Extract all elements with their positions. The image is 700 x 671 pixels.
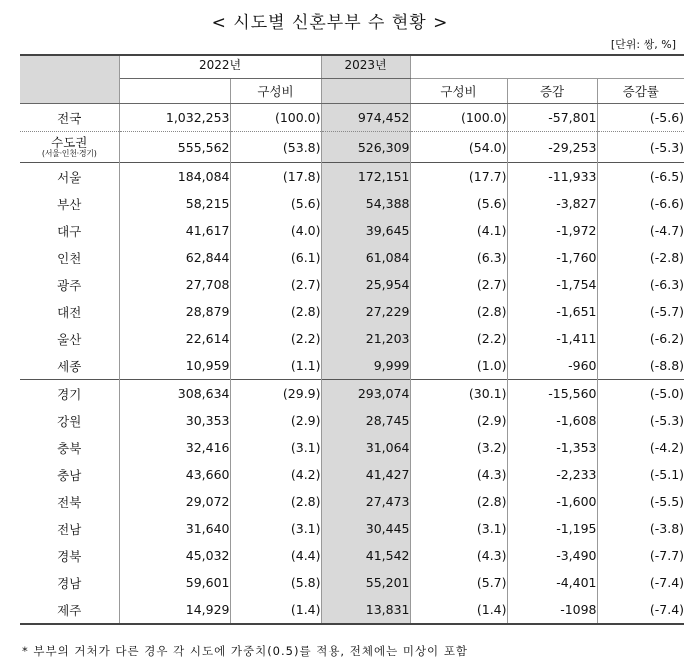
value-2022: 184,084: [119, 163, 230, 191]
share-2023: (1.0): [410, 352, 507, 380]
region-name: 제주: [20, 596, 119, 624]
share-2023: (4.1): [410, 217, 507, 244]
value-2023: 293,074: [321, 380, 410, 408]
share-2023: (54.0): [410, 132, 507, 163]
change-rate: (-6.6): [649, 196, 685, 211]
value-2023: 27,229: [321, 298, 410, 325]
change-value: -1,972: [507, 217, 597, 244]
value-2022: 30,353: [185, 413, 230, 428]
table-row: [20, 104, 684, 132]
change-value: -960: [507, 352, 597, 380]
share-2023: (2.8): [410, 298, 507, 325]
change-value: -57,801: [507, 104, 597, 132]
header-year-2023: 2023년: [321, 55, 410, 79]
value-2022: 555,562: [119, 132, 230, 163]
share-2023: (3.1): [410, 515, 507, 542]
share-2023: (4.3): [410, 542, 507, 569]
change-rate: (-7.4): [649, 575, 685, 590]
share-2023: (4.3): [410, 461, 507, 488]
share-2022: (2.8): [230, 298, 321, 325]
value-2023: 27,473: [321, 488, 410, 515]
share-2023: (1.4): [410, 596, 507, 624]
change-value: -1,411: [507, 325, 597, 352]
change-value: -1,754: [507, 271, 597, 298]
header-year-2022: 2022년: [198, 58, 242, 72]
value-2023: 54,388: [321, 190, 410, 217]
header-top-fill: [410, 55, 684, 79]
value-2023: 39,645: [321, 217, 410, 244]
region-name: 대구: [20, 217, 119, 244]
value-2022: 28,879: [185, 304, 230, 319]
unit-label: [단위: 쌍, %]: [610, 38, 676, 51]
region-name: 전북: [20, 488, 119, 515]
share-2022: (1.4): [230, 596, 321, 624]
region-name: 인천: [20, 244, 119, 271]
change-rate: (-6.3): [649, 277, 685, 292]
value-2022: 32,416: [185, 440, 230, 455]
share-2022: (17.8): [230, 163, 321, 191]
value-2023: 13,831: [321, 596, 410, 624]
value-2022: 41,617: [185, 223, 230, 238]
share-2023: (2.2): [410, 325, 507, 352]
value-2022: 1,032,253: [165, 110, 230, 125]
value-2023: 41,542: [321, 542, 410, 569]
region-subtitle: (서울·인천·경기): [41, 148, 97, 158]
value-2023: 172,151: [321, 163, 410, 191]
table-row: [20, 515, 684, 542]
region-name: 세종: [20, 352, 119, 380]
change-rate: (-8.8): [649, 358, 685, 373]
region-name: 광주: [20, 271, 119, 298]
change-value: -1098: [507, 596, 597, 624]
share-2022: (4.0): [230, 217, 321, 244]
value-2022: 308,634: [119, 380, 230, 408]
share-2023: (30.1): [410, 380, 507, 408]
share-2022: (4.2): [230, 461, 321, 488]
share-2022: (2.8): [230, 488, 321, 515]
header-year-2022-group: [119, 55, 321, 79]
change-rate: (-5.5): [649, 494, 685, 509]
value-2022: 62,844: [185, 250, 230, 265]
share-2023: (6.3): [410, 244, 507, 271]
header-corner: [20, 55, 119, 104]
table-row: [20, 190, 684, 217]
table-row: [20, 271, 684, 298]
value-2023: 25,954: [321, 271, 410, 298]
change-rate: (-5.6): [649, 110, 685, 125]
change-value: -15,560: [507, 380, 597, 408]
value-2022: 43,660: [185, 467, 230, 482]
change-value: -1,353: [507, 434, 597, 461]
value-2022: 59,601: [185, 575, 230, 590]
share-2022: (53.8): [230, 132, 321, 163]
table-row: [20, 244, 684, 271]
region-name: 경남: [20, 569, 119, 596]
share-2022: (5.8): [230, 569, 321, 596]
value-2023: 974,452: [321, 104, 410, 132]
value-2022: 27,708: [185, 277, 230, 292]
table-row: [20, 488, 684, 515]
value-2023: 41,427: [321, 461, 410, 488]
header-share-2023: 구성비: [410, 79, 507, 104]
table-row: [20, 298, 684, 325]
share-2022: (29.9): [230, 380, 321, 408]
share-2022: (100.0): [230, 104, 321, 132]
value-2023: 28,745: [321, 407, 410, 434]
value-2022: 58,215: [185, 196, 230, 211]
change-value: -1,760: [507, 244, 597, 271]
table-row: [20, 380, 684, 408]
value-2023: 9,999: [321, 352, 410, 380]
value-2023: 61,084: [321, 244, 410, 271]
change-rate: (-6.5): [597, 163, 684, 191]
change-value: -3,490: [507, 542, 597, 569]
share-2022: (2.2): [230, 325, 321, 352]
header-change: 증감: [507, 79, 597, 104]
share-2022: (6.1): [230, 244, 321, 271]
value-2023: 30,445: [321, 515, 410, 542]
change-rate: (-4.2): [649, 440, 685, 455]
change-rate: (-6.2): [649, 331, 685, 346]
change-value: -11,933: [507, 163, 597, 191]
change-value: -1,195: [507, 515, 597, 542]
change-rate: (-2.8): [649, 250, 685, 265]
share-2022: (1.1): [230, 352, 321, 380]
share-2023: (2.8): [410, 488, 507, 515]
value-2022: 31,640: [185, 521, 230, 536]
share-2023: (2.7): [410, 271, 507, 298]
footnote: * 부부의 거처가 다른 경우 각 시도에 가중치(0.5)를 적용, 전체에는 미상이 포함: [22, 644, 469, 658]
region-name: 충북: [20, 434, 119, 461]
change-rate: (-5.3): [597, 132, 684, 163]
share-2023: (3.2): [410, 434, 507, 461]
region-name: 전국: [20, 104, 119, 132]
value-2023: 21,203: [321, 325, 410, 352]
value-2023: 31,064: [321, 434, 410, 461]
share-2022: (4.4): [230, 542, 321, 569]
share-2023: (100.0): [410, 104, 507, 132]
region-name: 울산: [20, 325, 119, 352]
region-name: 대전: [20, 298, 119, 325]
change-rate: (-4.7): [649, 223, 685, 238]
share-2022: (5.6): [230, 190, 321, 217]
share-2022: (3.1): [230, 434, 321, 461]
table-row: [20, 163, 684, 191]
table-row: [20, 132, 684, 163]
region-name: 경북: [20, 542, 119, 569]
region-name: 전남: [20, 515, 119, 542]
region-name: 경기: [20, 380, 119, 408]
table-row: [20, 542, 684, 569]
change-rate: (-5.0): [597, 380, 684, 408]
table-row: [20, 217, 684, 244]
share-2023: (5.6): [410, 190, 507, 217]
header-share-2022: 구성비: [230, 79, 321, 104]
change-value: -1,651: [507, 298, 597, 325]
value-2022: 14,929: [119, 596, 230, 624]
change-value: -1,608: [507, 407, 597, 434]
region-name: 충남: [20, 461, 119, 488]
change-rate: (-5.7): [649, 304, 685, 319]
change-rate: (-5.3): [649, 413, 685, 428]
value-2023: 526,309: [321, 132, 410, 163]
table-row: [20, 596, 684, 624]
change-value: -2,233: [507, 461, 597, 488]
value-2022: 10,959: [185, 358, 230, 373]
region-name: 서울: [20, 163, 119, 191]
share-2023: (17.7): [410, 163, 507, 191]
share-2022: (2.9): [230, 407, 321, 434]
table-row: [20, 461, 684, 488]
newlywed-stats-table: [20, 54, 684, 625]
value-2023: 55,201: [321, 569, 410, 596]
value-2022: 22,614: [185, 331, 230, 346]
share-2023: (5.7): [410, 569, 507, 596]
region-name: 강원: [20, 407, 119, 434]
table-row: [20, 352, 684, 380]
table-row: [20, 407, 684, 434]
change-value: -3,827: [507, 190, 597, 217]
change-value: -1,600: [507, 488, 597, 515]
share-2023: (2.9): [410, 407, 507, 434]
change-value: -29,253: [507, 132, 597, 163]
change-rate: (-7.7): [649, 548, 685, 563]
change-rate: (-3.8): [649, 521, 685, 536]
table-row: [20, 325, 684, 352]
region-name: 부산: [20, 190, 119, 217]
share-2022: (3.1): [230, 515, 321, 542]
header-change-rate: 증감률: [597, 79, 684, 104]
change-rate: (-5.1): [649, 467, 685, 482]
table-title: < 시도별 신혼부부 수 현황 >: [211, 13, 449, 33]
value-2022: 45,032: [185, 548, 230, 563]
table-row: [20, 569, 684, 596]
value-2022: 29,072: [185, 494, 230, 509]
header-2023-blank: [321, 79, 410, 104]
change-rate: (-7.4): [597, 596, 684, 624]
change-value: -4,401: [507, 569, 597, 596]
header-2022-blank: [119, 79, 230, 104]
share-2022: (2.7): [230, 271, 321, 298]
region-name: 수도권: [51, 134, 88, 150]
table-row: [20, 434, 684, 461]
region-name-metro: [20, 132, 119, 163]
